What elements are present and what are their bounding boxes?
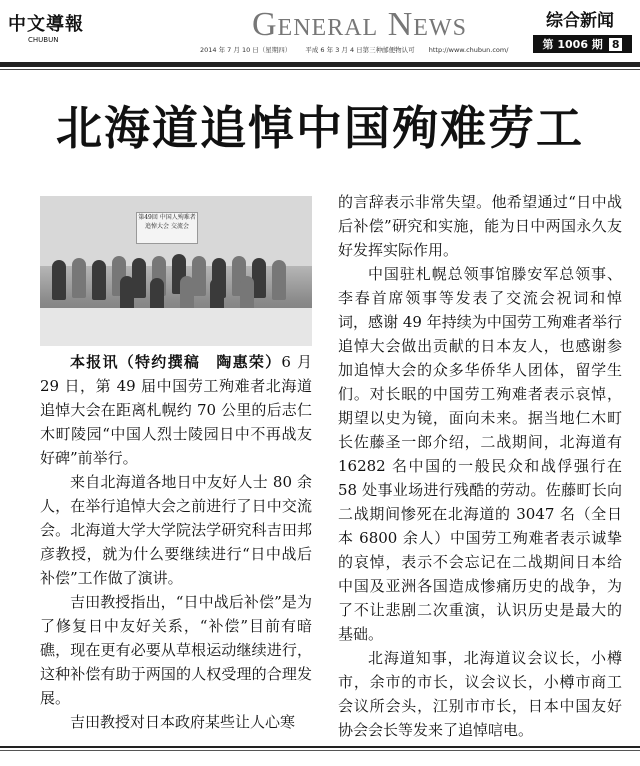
photo-banner: 第49回 中国人殉难者追悼大会 交流会 [136,212,198,244]
masthead-title: General News [252,6,467,43]
postal-license: 平成 6 年 3 月 4 日第三种邮便物认可 [305,46,415,54]
article-paragraph: 的言辞表示非常失望。他希望通过“日中战后补偿”研究和实施，能为日中两国永久友好发挥实际作用。 [338,193,622,259]
logo-text: 中文導報 [8,14,84,35]
article-column-left [40,350,312,734]
footer-divider-thin [0,750,640,751]
footer-divider [0,746,640,748]
issue-badge [533,35,632,53]
article-photo [40,196,312,346]
person-figure [132,258,146,298]
section-title: 综合新闻 [546,11,614,31]
article-headline: 北海道追悼中国殉难劳工 [56,101,584,155]
article-paragraph: 来自北海道各地日中友好人士 80 余人，在举行追悼大会之前进行了日中交流会。北海道大学大学院法学研究科吉田邦彦教授，就为什么要继续进行“日中战后补偿”工作做了演讲。 [40,473,312,587]
person-figure [272,260,286,300]
newspaper-header [0,0,640,62]
article-paragraph: 中国驻札幌总领事馆滕安军总领事、李春首席领事等发表了交流会祝词和悼词，感谢 49 年持续为中国劳工殉难者举行追悼大会做出贡献的日本友人，也感谢参加追悼大会的众多华侨华人团体，留学生们。对长眠的中国劳工殉难者表示哀悼，期望以史为镜，面向未来。据当地仁木町长佐藤圣一郎介绍，二战期间，北海道有 16282 名中国的一般民众和战俘强行在 58 处事业场进行残酷的劳动。佐藤町长向二战期间惨死在北海道的 3047 名（全日本 6800 余人）中国劳工殉难者表示诚挚的哀悼，表示不会忘记在二战期间日本给中国及亚洲各国造成惨痛历史的战争，为了不让悲剧二次重演，认识历史是最大的基础。 [338,265,622,643]
person-figure [52,260,66,300]
article-paragraph: 本报讯（特约撰稿 陶惠荣）6 月 29 日，第 49 届中国劳工殉难者北海道追悼大会在距离札幌约 70 公里的后志仁木町陵园“中国人烈士陵园日中不再战友好碑”前举行。 [40,353,312,467]
issue-number: 第 1006 期 [542,38,603,51]
photo-table [40,308,312,346]
dateline [200,45,520,54]
person-figure [192,256,206,296]
article-paragraph: 吉田教授对日本政府某些让人心寒 [70,713,296,731]
publish-date: 2014 年 7 月 10 日（星期四） [200,46,292,54]
header-divider [0,62,640,67]
group-of-people [50,242,302,312]
page-number: 8 [609,38,623,51]
byline: 本报讯（特约撰稿 陶惠荣） [70,353,282,371]
person-figure [252,258,266,298]
logo-subtext: CHUBUN [28,36,59,44]
article-paragraph: 北海道知事，北海道议会议长，小樽市，余市的市长，议会议长，小樽市商工会议所会头，江别市市长，日本中国友好协会会长等发来了追悼唁电。 [338,649,622,739]
newspaper-logo [8,10,84,44]
website-url: http://www.chubun.com/ [428,46,509,54]
article-column-right [338,190,622,742]
header-divider-thin [0,69,640,70]
person-figure [92,260,106,300]
article-paragraph: 吉田教授指出，“日中战后补偿”是为了修复日中友好关系，“补偿”目前有暗礁，现在更有必要从草根运动继续进行，这种补偿有助于两国的人权受理的合理发展。 [40,593,312,707]
person-figure [72,258,86,298]
